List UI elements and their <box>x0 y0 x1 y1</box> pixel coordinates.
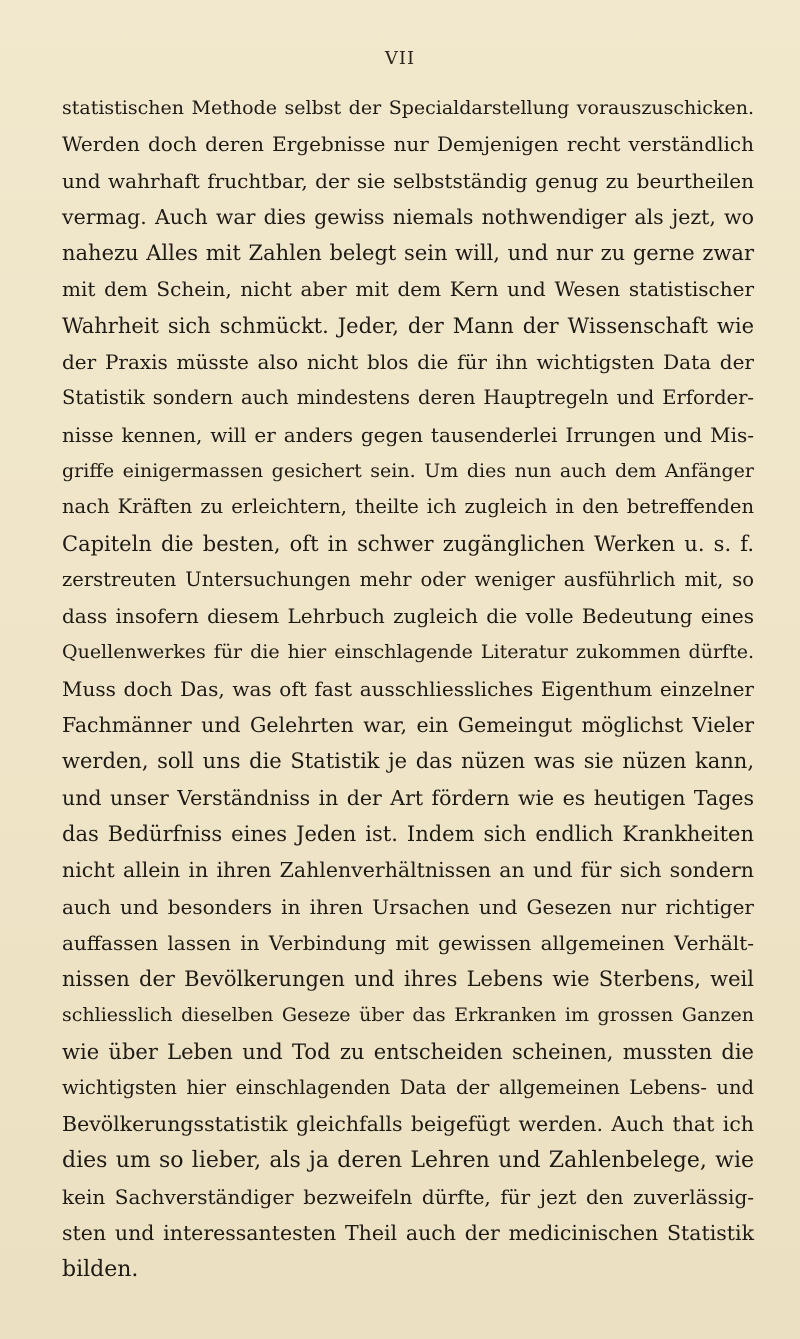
text-line: und wahrhaft fruchtbar, der sie selbstständig genug zu beurtheilen <box>62 168 754 193</box>
text-line: Capiteln die besten, oft in schwer zugänglichen Werken u. s. f. <box>62 531 754 556</box>
text-line: zerstreuten Untersuchungen mehr oder weniger ausführlich mit, so <box>62 567 754 591</box>
text-line: griffe einigermassen gesichert sein. Um dies nun auch dem Anfänger <box>62 459 754 482</box>
text-line: Statistik sondern auch mindestens deren Hauptregeln und Erforder- <box>62 386 754 410</box>
text-line: Bevölkerungsstatistik gleichfalls beigefügt werden. Auch that ich <box>62 1112 754 1137</box>
text-line: nach Kräften zu erleichtern, theilte ich zugleich in den betreffenden <box>62 495 754 519</box>
body-text <box>62 90 754 1288</box>
text-line: Muss doch Das, was oft fast ausschliessliches Eigenthum einzelner <box>62 676 754 701</box>
text-line: vermag. Auch war dies gewiss niemals nothwendiger als jezt, wo <box>62 204 754 229</box>
text-line: Quellenwerkes für die hier einschlagende Literatur zukommen dürfte. <box>62 641 754 664</box>
text-line: schliesslich dieselben Geseze über das Erkranken im grossen Ganzen <box>62 1004 754 1027</box>
text-line: Wahrheit sich schmückt. Jeder, der Mann der Wissenschaft wie <box>62 313 754 338</box>
text-line: sten und interessantesten Theil auch der medicinischen Statistik <box>62 1221 754 1246</box>
text-line: werden, soll uns die Statistik je das nüzen was sie nüzen kann, <box>62 749 754 774</box>
text-line: dass insofern diesem Lehrbuch zugleich die volle Bedeutung eines <box>62 604 754 629</box>
text-line: wie über Leben und Tod zu entscheiden scheinen, mussten die <box>62 1039 754 1064</box>
text-line: Werden doch deren Ergebnisse nur Demjenigen recht verständlich <box>62 132 754 157</box>
text-line: Fachmänner und Gelehrten war, ein Gemeingut möglichst Vieler <box>62 713 754 738</box>
text-line: dies um so lieber, als ja deren Lehren und Zahlenbelege, wie <box>62 1147 754 1173</box>
text-line: auch und besonders in ihren Ursachen und Gesezen nur richtiger <box>62 894 754 919</box>
text-line: statistischen Methode selbst der Specialdarstellung vorauszuschicken. <box>62 97 754 119</box>
text-line: nicht allein in ihren Zahlenverhältnissen an und für sich sondern <box>62 858 754 883</box>
text-line: das Bedürfniss eines Jeden ist. Indem sich endlich Krankheiten <box>62 821 754 846</box>
text-line: und unser Verständniss in der Art fördern wie es heutigen Tages <box>62 785 754 810</box>
text-line: nisse kennen, will er anders gegen tausenderlei Irrungen und Mis- <box>62 422 754 447</box>
text-line: nissen der Bevölkerungen und ihres Lebens wie Sterbens, weil <box>62 967 754 992</box>
text-line: nahezu Alles mit Zahlen belegt sein will, und nur zu gerne zwar <box>62 241 754 266</box>
text-line: kein Sachverständiger bezweifeln dürfte, für jezt den zuverlässig- <box>62 1184 754 1209</box>
text-line: auffassen lassen in Verbindung mit gewissen allgemeinen Verhält- <box>62 930 754 955</box>
text-line: der Praxis müsste also nicht blos die für ihn wichtigsten Data der <box>62 350 754 375</box>
text-line: mit dem Schein, nicht aber mit dem Kern und Wesen statistischer <box>62 277 754 302</box>
text-line: wichtigsten hier einschlagenden Data der allgemeinen Lebens- und <box>62 1076 754 1100</box>
text-line: bilden. <box>62 1256 139 1282</box>
page-number: VII <box>384 48 416 69</box>
